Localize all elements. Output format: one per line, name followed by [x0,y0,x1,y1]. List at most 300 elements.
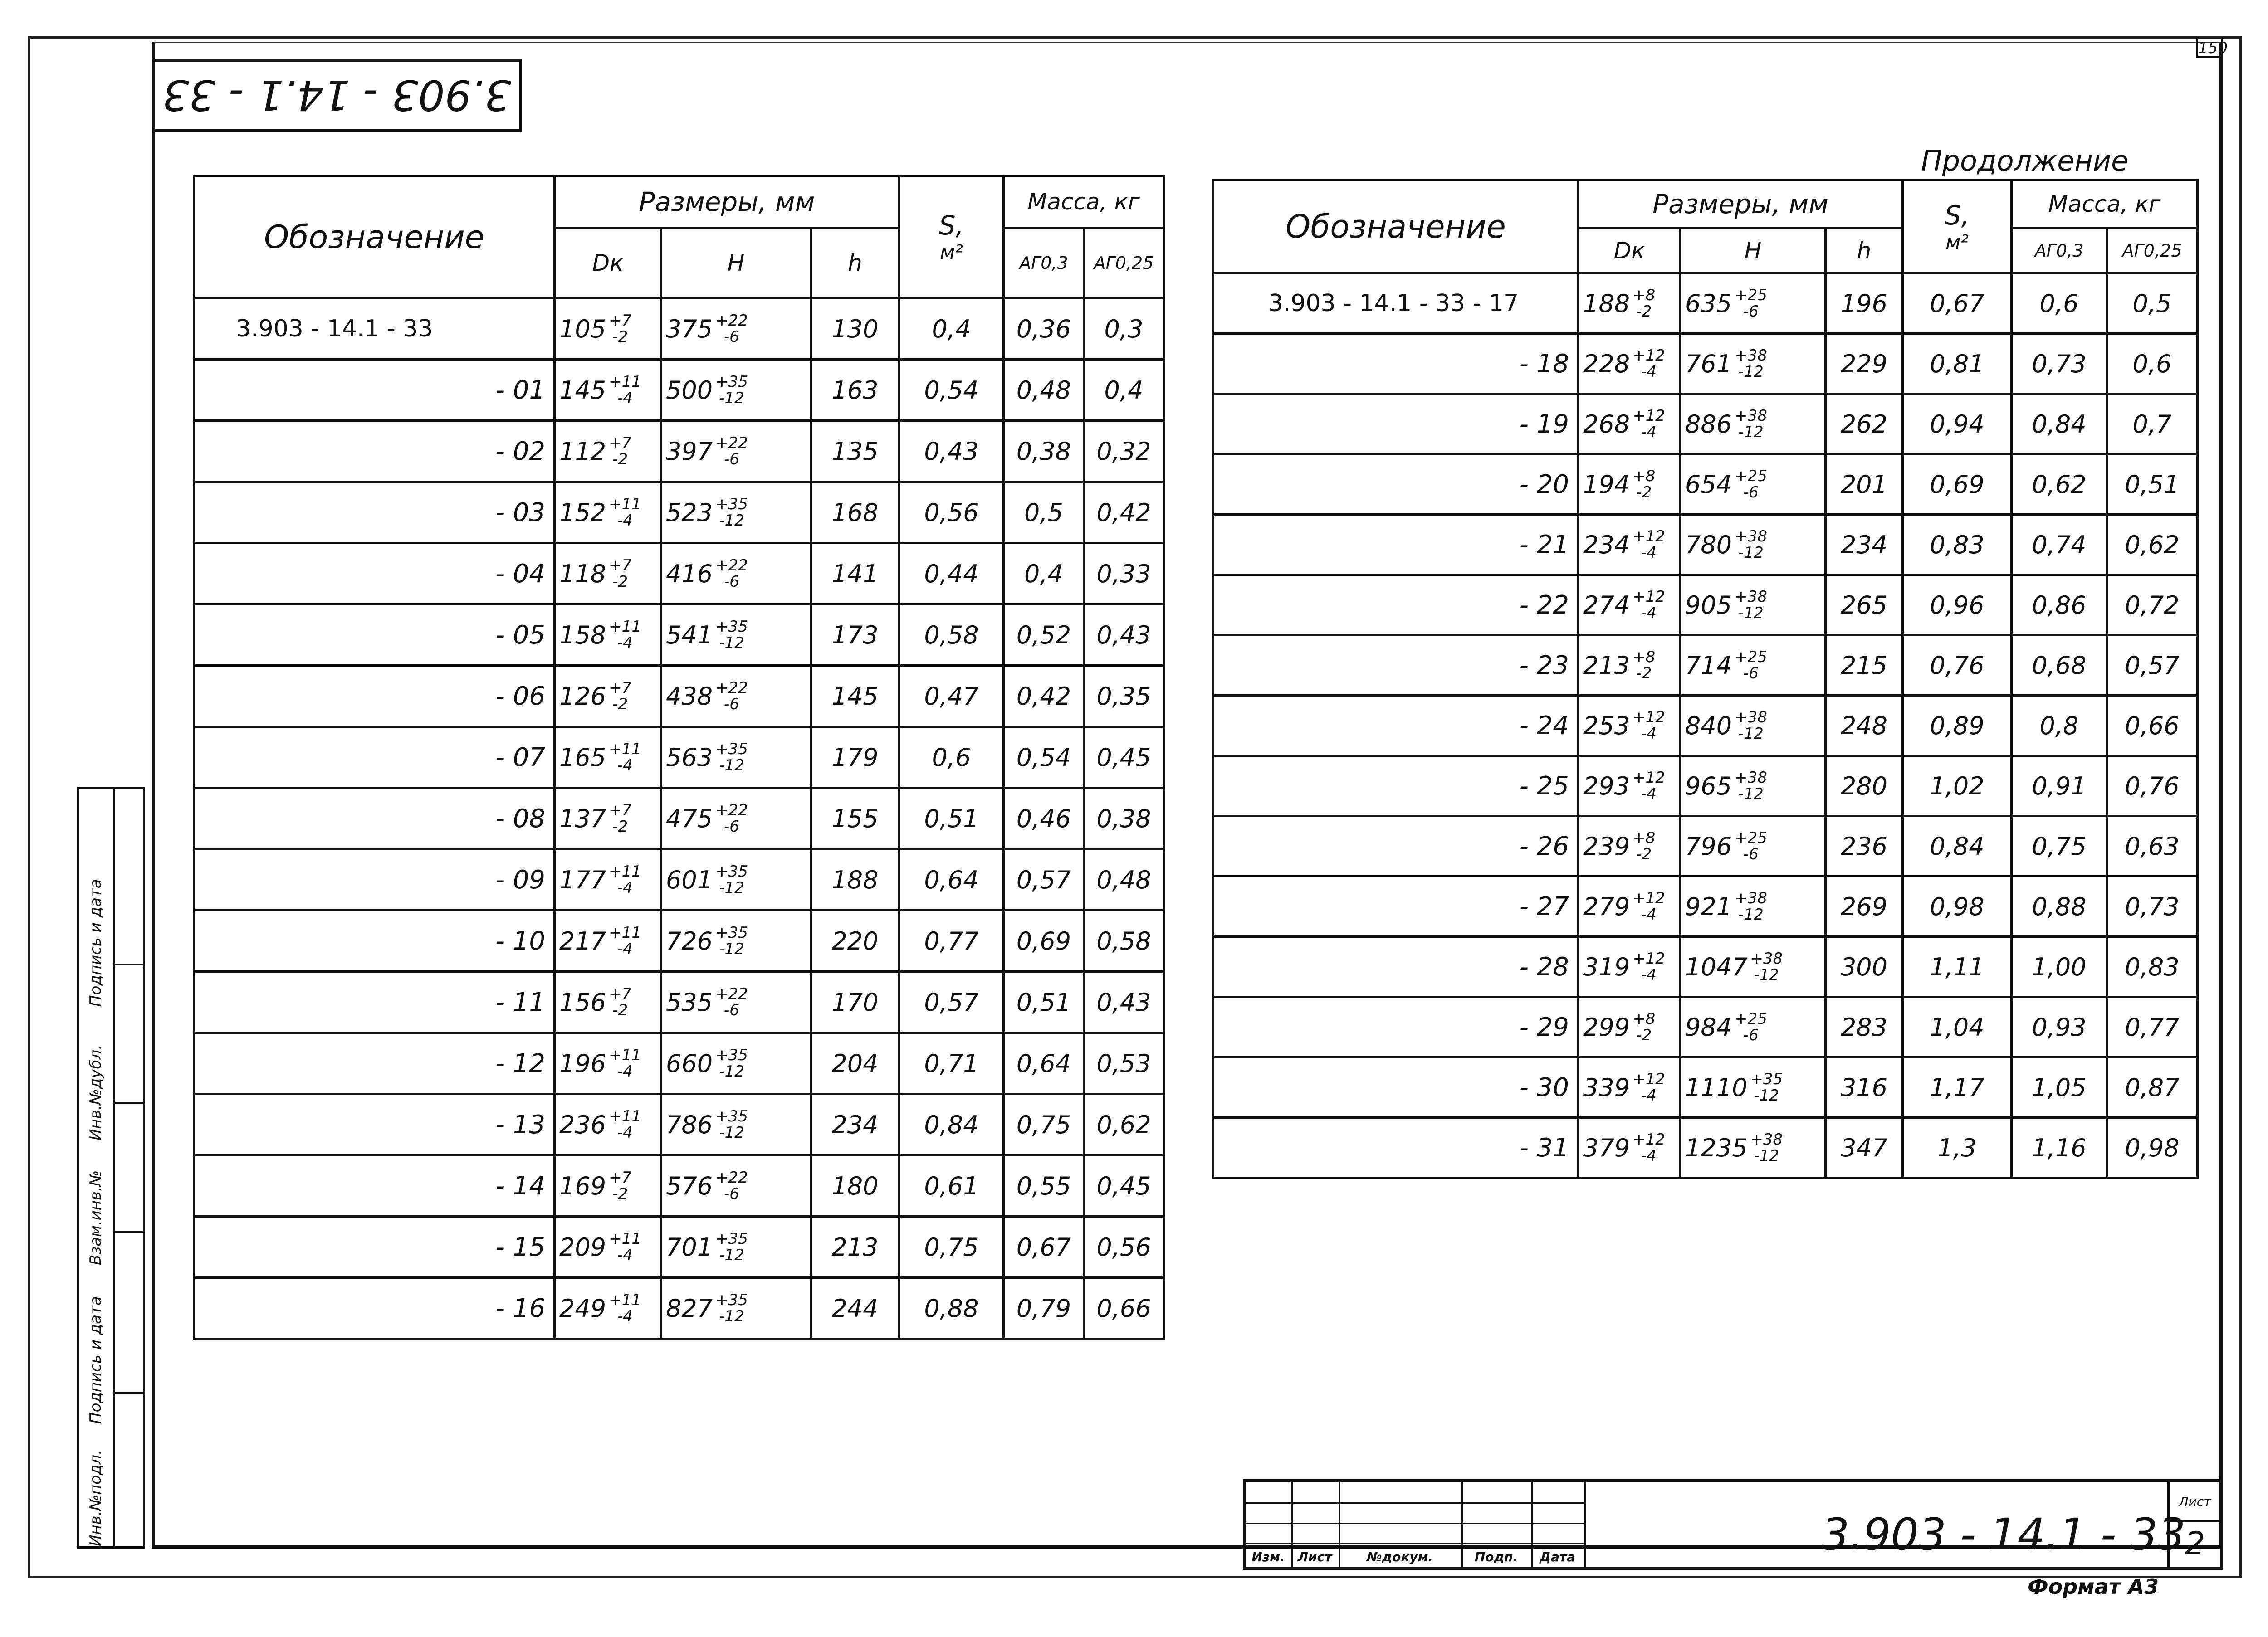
tb-caption-izm: Изм. [1251,1549,1285,1564]
dk-tol-down: -2 [612,1001,628,1019]
H-tol-down: -12 [1738,604,1764,622]
cell-mass-a: 0,6 [2012,273,2107,334]
cell-dk [555,666,661,727]
cell-designation: - 06 [194,666,555,727]
cell-mass-a: 0,51 [1004,972,1084,1033]
H-tol-down: -6 [1743,1026,1759,1044]
cell-designation: - 05 [194,604,555,666]
cell-h: 234 [811,1094,899,1155]
table-row [194,360,1164,421]
cell-dk [555,421,661,482]
table-row [194,298,1164,360]
cell-mass-b: 0,51 [2107,454,2198,515]
cell-area: 0,56 [899,482,1004,543]
H-value: 701 [666,1233,713,1262]
dk-tol-up: +12 [1633,708,1665,726]
cell-dk [1579,515,1681,575]
H-tol-up: +22 [715,679,748,697]
cell-h: 204 [811,1033,899,1094]
H-tol-down: -6 [724,1185,739,1203]
H-tol-down: -12 [1738,544,1764,562]
H-tol-up: +35 [715,373,748,391]
cell-area: 0,44 [899,543,1004,604]
H-tol-down: -12 [719,634,744,652]
cell-H [661,482,811,543]
cell-mass-b: 0,43 [1084,972,1164,1033]
cell-mass-a: 0,38 [1004,421,1084,482]
H-tol-up: +38 [1735,527,1767,546]
dk-value: 379 [1583,1133,1630,1162]
cell-mass-a: 0,46 [1004,788,1084,849]
dk-tol-down: -4 [617,1246,633,1264]
H-value: 563 [666,743,713,772]
cell-mass-b: 0,32 [1084,421,1164,482]
table-row [194,604,1164,666]
cell-dk [555,1033,661,1094]
cell-area: 0,6 [899,727,1004,788]
dk-tol-up: +8 [1633,286,1656,304]
header-h: h [811,228,899,298]
dk-tol-down: -4 [617,1062,633,1081]
dk-value: 293 [1583,771,1630,800]
cell-area: 0,88 [899,1278,1004,1339]
cell-H [661,666,811,727]
cell-h: 300 [1826,937,1903,997]
cell-designation: - 16 [194,1278,555,1339]
cell-mass-a: 0,84 [2012,394,2107,454]
dk-tol-up: +8 [1633,829,1656,847]
cell-area: 0,47 [899,666,1004,727]
cell-h: 236 [1826,816,1903,877]
dk-value: 188 [1583,289,1630,318]
header-H: H [661,228,811,298]
dk-tol-up: +7 [609,1169,632,1187]
dk-value: 228 [1583,349,1630,378]
cell-area: 0,67 [1903,273,2012,334]
dk-tol-down: -4 [617,1307,633,1325]
cell-designation: 3.903 - 14.1 - 33 - 17 [1213,273,1579,334]
cell-designation: - 08 [194,788,555,849]
cell-designation: - 26 [1213,816,1579,877]
dk-tol-down: -4 [617,389,633,407]
H-value: 886 [1685,409,1732,438]
H-value: 541 [666,620,713,649]
cell-designation: - 07 [194,727,555,788]
cell-dk [555,1278,661,1339]
dk-tol-down: -4 [1641,604,1657,622]
area-symbol: S, [938,210,964,241]
H-value: 475 [666,804,713,833]
cell-h: 201 [1826,454,1903,515]
cell-mass-b: 0,58 [1084,911,1164,972]
cell-h: 141 [811,543,899,604]
header-mass-a-right: АГ0,3 [2012,228,2107,273]
H-tol-down: -12 [719,512,744,530]
cell-dk [555,849,661,911]
dk-value: 137 [559,804,606,833]
H-value: 965 [1685,771,1732,800]
cell-mass-a: 1,16 [2012,1118,2107,1178]
table-row [194,849,1164,911]
H-tol-up: +35 [715,618,748,636]
cell-h: 234 [1826,515,1903,575]
cell-mass-a: 0,42 [1004,666,1084,727]
H-tol-down: -12 [719,1062,744,1081]
table-row [194,666,1164,727]
H-value: 1110 [1685,1073,1748,1102]
dk-tol-down: -2 [1636,845,1652,863]
cell-dk [1579,816,1681,877]
header-dk-right: Dк [1579,228,1681,273]
H-tol-down: -6 [724,695,739,713]
cell-h: 244 [811,1278,899,1339]
table-row [1213,816,2198,877]
dk-tol-up: +7 [609,985,632,1003]
H-tol-down: -12 [719,1124,744,1142]
dk-tol-up: +7 [609,679,632,697]
H-tol-up: +22 [715,801,748,819]
H-tol-down: -12 [1738,906,1764,924]
H-tol-down: -12 [719,879,744,897]
cell-area: 1,02 [1903,756,2012,816]
H-value: 535 [666,988,713,1017]
H-tol-up: +35 [715,1046,748,1064]
dk-tol-up: +7 [609,801,632,819]
dk-value: 234 [1583,530,1630,559]
cell-mass-b: 0,63 [2107,816,2198,877]
cell-H [661,911,811,972]
cell-dk [555,360,661,421]
cell-dk [1579,1118,1681,1178]
cell-h: 163 [811,360,899,421]
cell-mass-a: 0,48 [1004,360,1084,421]
cell-h: 145 [811,666,899,727]
dk-tol-down: -4 [1641,363,1657,381]
cell-H [1681,334,1826,394]
cell-dk [555,911,661,972]
H-tol-up: +22 [715,985,748,1003]
cell-mass-a: 0,5 [1004,482,1084,543]
H-tol-up: +38 [1735,769,1767,787]
cell-h: 265 [1826,575,1903,635]
dk-tol-down: -4 [1641,725,1657,743]
H-tol-up: +25 [1735,1010,1767,1028]
H-value: 761 [1685,349,1732,378]
cell-designation: - 14 [194,1155,555,1217]
cell-area: 0,77 [899,911,1004,972]
cell-mass-a: 0,55 [1004,1155,1084,1217]
H-tol-up: +25 [1735,648,1767,666]
side-label-inv-podl: Инв.№подл. [87,1450,105,1546]
cell-mass-b: 0,72 [2107,575,2198,635]
cell-H [661,604,811,666]
header-area [899,176,1004,298]
table-row [1213,997,2198,1057]
dk-tol-down: -4 [1641,1086,1657,1105]
cell-dk [1579,454,1681,515]
cell-dk [1579,756,1681,816]
cell-H [661,788,811,849]
cell-mass-a: 0,67 [1004,1217,1084,1278]
title-block [1243,1479,2223,1570]
dk-value: 217 [559,926,606,955]
cell-designation: - 01 [194,360,555,421]
dk-tol-down: -2 [612,695,628,713]
cell-mass-b: 0,57 [2107,635,2198,696]
approval-side-strip [77,787,145,1549]
table-row [194,1094,1164,1155]
dk-value: 145 [559,375,606,404]
H-tol-up: +38 [1750,950,1783,968]
cell-mass-a: 1,05 [2012,1057,2107,1118]
cell-area: 0,4 [899,298,1004,360]
corner-sheet-number: 150 [2196,37,2223,58]
H-tol-up: +35 [715,1291,748,1309]
dk-tol-down: -4 [1641,544,1657,562]
cell-designation: - 22 [1213,575,1579,635]
cell-h: 168 [811,482,899,543]
cell-area: 1,17 [1903,1057,2012,1118]
cell-mass-b: 0,62 [2107,515,2198,575]
H-tol-up: +25 [1735,467,1767,485]
H-value: 438 [666,682,713,711]
H-value: 601 [666,865,713,894]
cell-area: 0,98 [1903,877,2012,937]
cell-mass-b: 0,5 [2107,273,2198,334]
cell-designation: - 23 [1213,635,1579,696]
cell-mass-b: 0,76 [2107,756,2198,816]
H-value: 840 [1685,711,1732,740]
H-value: 654 [1685,470,1732,499]
H-value: 660 [666,1049,713,1078]
dk-value: 209 [559,1233,606,1262]
H-value: 905 [1685,590,1732,619]
header-mass: Масса, кг [1004,176,1164,228]
H-value: 984 [1685,1013,1732,1042]
H-tol-down: -12 [719,756,744,775]
dk-tol-up: +11 [609,740,641,758]
cell-mass-b: 0,66 [2107,696,2198,756]
H-tol-up: +38 [1735,889,1767,907]
table-row [1213,696,2198,756]
dk-value: 169 [559,1171,606,1200]
cell-H [1681,635,1826,696]
table-row [1213,937,2198,997]
H-value: 921 [1685,892,1732,921]
cell-mass-b: 0,73 [2107,877,2198,937]
cell-designation: - 21 [1213,515,1579,575]
cell-mass-a: 0,73 [2012,334,2107,394]
cell-designation: - 12 [194,1033,555,1094]
dk-tol-up: +12 [1633,588,1665,606]
dk-tol-down: -4 [617,1124,633,1142]
cell-area: 0,84 [1903,816,2012,877]
dk-tol-down: -4 [617,634,633,652]
cell-h: 170 [811,972,899,1033]
H-tol-down: -6 [724,1001,739,1019]
table-row [194,543,1164,604]
cell-dk [1579,937,1681,997]
cell-designation: - 11 [194,972,555,1033]
title-block-sheet-box [2167,1482,2220,1567]
tb-caption-podp: Подп. [1474,1549,1518,1564]
cell-mass-a: 0,8 [2012,696,2107,756]
tb-caption-date: Дата [1540,1549,1575,1564]
cell-H [1681,816,1826,877]
H-value: 1235 [1685,1133,1748,1162]
cell-mass-a: 0,52 [1004,604,1084,666]
H-tol-down: -12 [719,389,744,407]
cell-mass-a: 0,57 [1004,849,1084,911]
dk-tol-up: +11 [609,618,641,636]
header-designation-right: Обозначение [1213,180,1579,273]
header-dimensions: Размеры, мм [555,176,899,228]
header-H-right: H [1681,228,1826,273]
cell-h: 173 [811,604,899,666]
dk-tol-down: -2 [612,573,628,591]
cell-mass-a: 0,68 [2012,635,2107,696]
dk-tol-down: -2 [612,450,628,468]
cell-mass-a: 0,74 [2012,515,2107,575]
dk-value: 279 [1583,892,1630,921]
H-tol-down: -12 [1738,785,1764,803]
H-tol-down: -6 [724,573,739,591]
cell-mass-b: 0,33 [1084,543,1164,604]
cell-H [1681,454,1826,515]
dk-value: 274 [1583,590,1630,619]
H-tol-up: +22 [715,434,748,452]
format-label: Формат А3 [2028,1574,2159,1599]
dk-tol-down: -2 [1636,302,1652,321]
dk-value: 249 [559,1294,606,1323]
cell-designation: - 20 [1213,454,1579,515]
cell-mass-b: 0,6 [2107,334,2198,394]
dk-tol-up: +12 [1633,889,1665,907]
cell-mass-a: 0,69 [1004,911,1084,972]
dk-tol-up: +12 [1633,527,1665,546]
H-value: 523 [666,498,713,527]
H-tol-up: +35 [715,1230,748,1248]
dk-tol-down: -4 [617,512,633,530]
cell-area: 0,54 [899,360,1004,421]
tb-caption-list: Лист [1297,1549,1332,1564]
dk-tol-up: +11 [609,924,641,942]
cell-mass-b: 0,38 [1084,788,1164,849]
dk-tol-down: -4 [1641,966,1657,984]
cell-dk [555,1155,661,1217]
cell-area: 1,04 [1903,997,2012,1057]
H-value: 576 [666,1171,713,1200]
table-row [194,482,1164,543]
cell-dk [1579,273,1681,334]
cell-H [661,849,811,911]
dk-value: 105 [559,314,606,343]
cell-H [1681,937,1826,997]
dk-tol-down: -4 [1641,785,1657,803]
H-tol-down: -12 [1738,725,1764,743]
cell-mass-b: 0,98 [2107,1118,2198,1178]
H-tol-down: -12 [719,1307,744,1325]
cell-h: 179 [811,727,899,788]
sheet-number: 2 [2185,1525,2205,1562]
cell-h: 248 [1826,696,1903,756]
cell-area: 0,64 [899,849,1004,911]
cell-area: 0,76 [1903,635,2012,696]
H-tol-up: +22 [715,312,748,330]
dk-tol-up: +12 [1633,950,1665,968]
dk-tol-up: +11 [609,1046,641,1064]
dk-value: 156 [559,988,606,1017]
area-unit-right: м² [1945,230,1969,254]
area-symbol-right: S, [1944,200,1970,231]
cell-mass-b: 0,87 [2107,1057,2198,1118]
table-row [194,1217,1164,1278]
cell-dk [1579,1057,1681,1118]
header-designation: Обозначение [194,176,555,298]
dk-tol-up: +12 [1633,1070,1665,1088]
cell-area: 0,43 [899,421,1004,482]
dk-tol-down: -4 [617,756,633,775]
H-tol-up: +22 [715,1169,748,1187]
table-row [1213,334,2198,394]
side-label-sign-date-2: Подпись и дата [87,879,105,1007]
cell-mass-a: 0,79 [1004,1278,1084,1339]
cell-designation: - 04 [194,543,555,604]
cell-mass-b: 0,66 [1084,1278,1164,1339]
cell-dk [555,298,661,360]
H-tol-down: -12 [719,940,744,958]
cell-designation: - 02 [194,421,555,482]
dk-tol-down: -2 [1636,483,1652,502]
table-row [194,911,1164,972]
cell-designation: - 19 [1213,394,1579,454]
cell-H [661,1033,811,1094]
cell-H [1681,273,1826,334]
dk-value: 194 [1583,470,1630,499]
cell-h: 130 [811,298,899,360]
H-tol-down: -6 [724,450,739,468]
H-tol-up: +38 [1735,708,1767,726]
side-label-inv-dubl: Инв.№дубл. [87,1044,105,1140]
cell-h: 196 [1826,273,1903,334]
cell-designation: - 31 [1213,1118,1579,1178]
cell-h: 155 [811,788,899,849]
dk-value: 236 [559,1110,606,1139]
dk-tol-down: -4 [617,940,633,958]
table-row [1213,635,2198,696]
cell-area: 0,75 [899,1217,1004,1278]
cell-mass-b: 0,53 [1084,1033,1164,1094]
table-row [194,1278,1164,1339]
cell-designation: - 09 [194,849,555,911]
cell-dk [555,972,661,1033]
cell-designation: - 30 [1213,1057,1579,1118]
dk-tol-up: +11 [609,1230,641,1248]
H-tol-up: +22 [715,556,748,575]
header-mass-b: АГ0,25 [1084,228,1164,298]
header-area-right [1903,180,2012,273]
dk-value: 319 [1583,952,1630,981]
title-block-document-code: 3.903 - 14.1 - 33 [1822,1509,2186,1560]
cell-mass-a: 0,75 [1004,1094,1084,1155]
H-tol-up: +35 [715,740,748,758]
cell-mass-b: 0,45 [1084,727,1164,788]
cell-h: 188 [811,849,899,911]
header-dimensions-right: Размеры, мм [1579,180,1903,228]
cell-mass-b: 0,83 [2107,937,2198,997]
dk-tol-down: -4 [1641,906,1657,924]
table-row [1213,454,2198,515]
